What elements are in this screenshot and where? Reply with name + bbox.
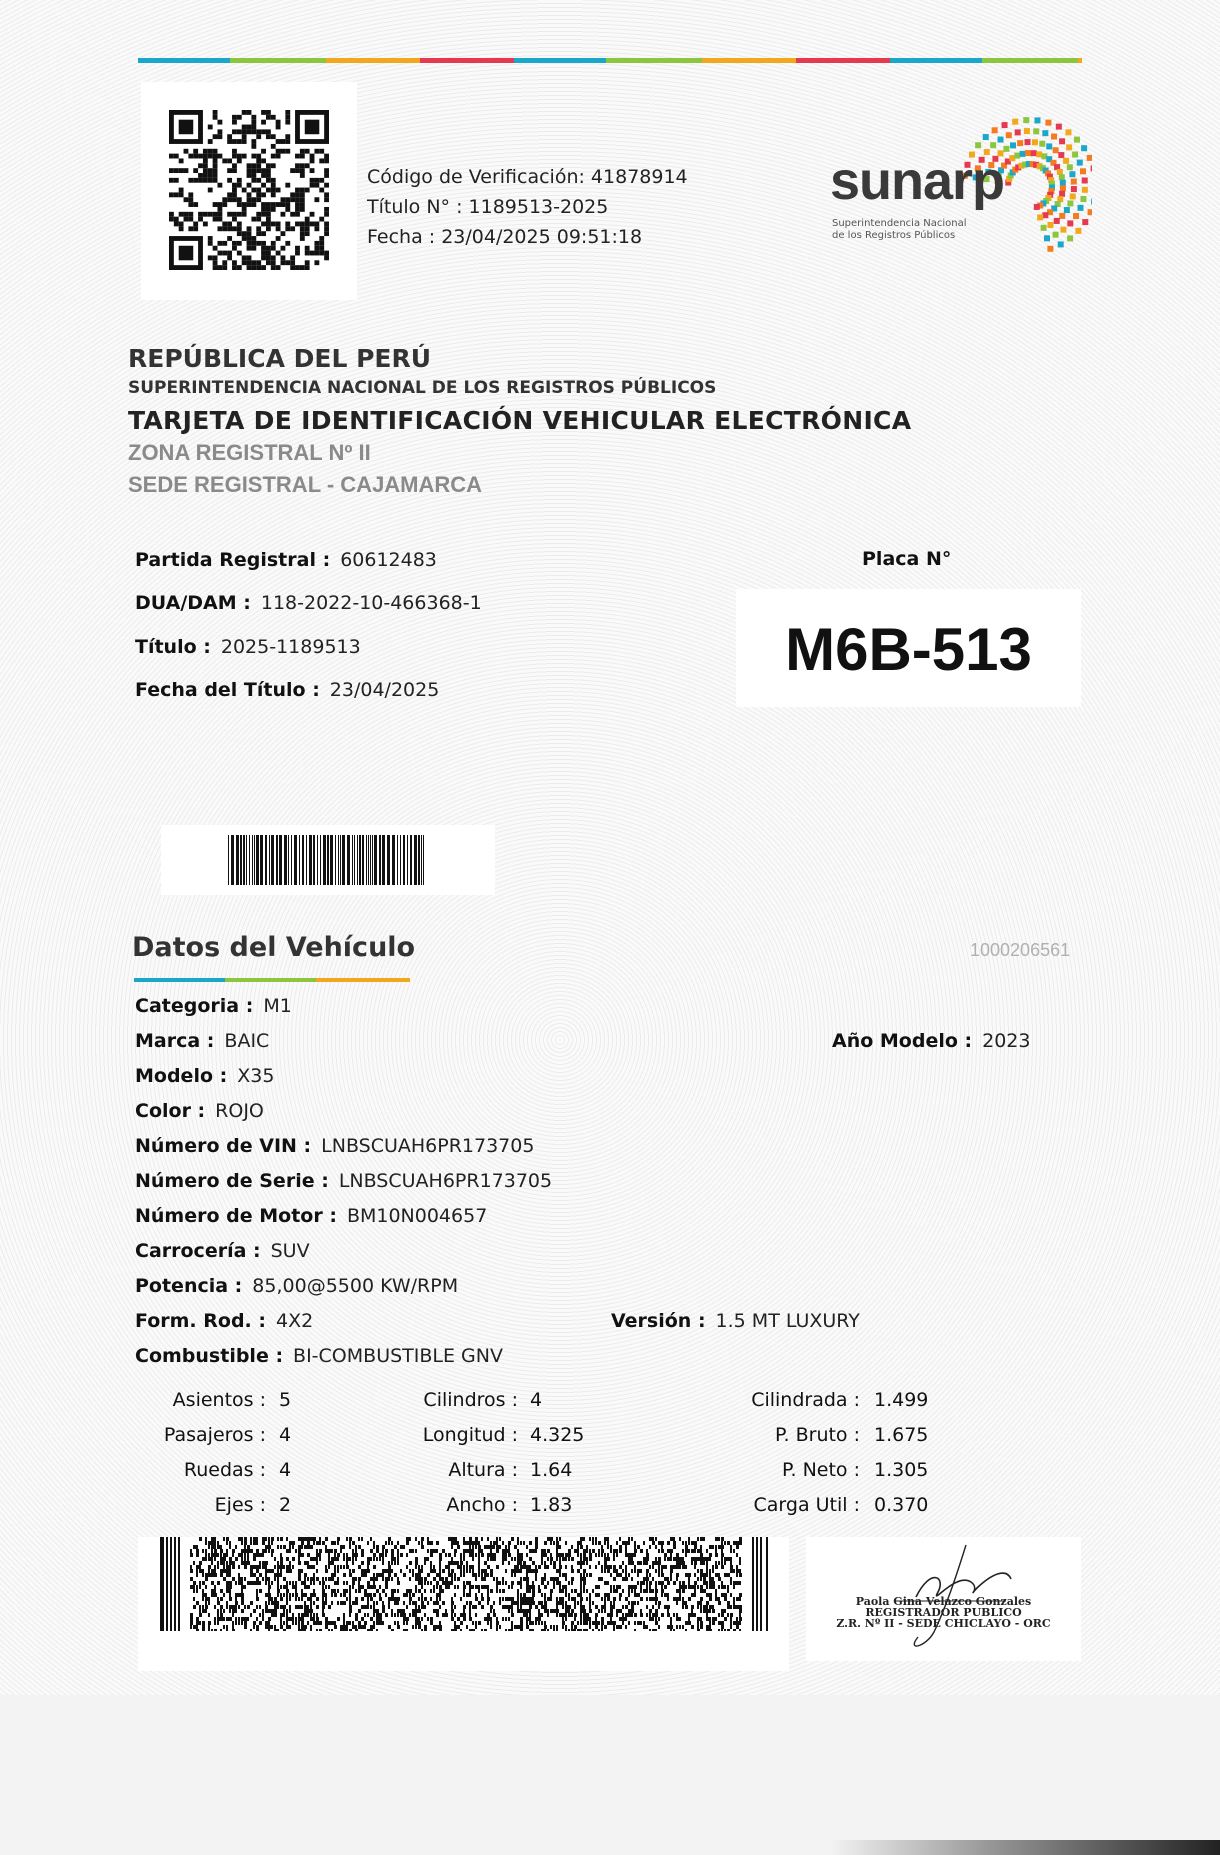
verification-title: Título N° : 1189513-2025 [367, 196, 609, 218]
ruedas-label: Ruedas : [183, 1459, 266, 1481]
modelo-row [135, 1065, 274, 1087]
altura-value: 1.64 [530, 1459, 573, 1481]
potencia-row [135, 1275, 458, 1297]
serial-number: 1000206561 [970, 940, 1071, 960]
header-tarjeta: TARJETA DE IDENTIFICACIÓN VEHICULAR ELECTRÓNICA [128, 406, 912, 435]
ejes-value: 2 [279, 1494, 292, 1516]
marca-label: Marca : [135, 1030, 215, 1052]
qr-code-icon [168, 110, 330, 270]
signer-role: REGISTRADOR PUBLICO [865, 1606, 1022, 1619]
asientos-label: Asientos : [172, 1389, 266, 1411]
pasajeros-label: Pasajeros : [163, 1424, 266, 1446]
titulo-value: 2025-1189513 [220, 636, 361, 658]
version-label: Versión : [611, 1310, 706, 1332]
carga-value: 0.370 [874, 1494, 929, 1516]
signature-text [806, 1596, 1081, 1629]
fecha-value: 23/04/2025 [329, 679, 440, 701]
cilindros-value: 4 [530, 1389, 543, 1411]
titulo-row [135, 636, 361, 658]
partida-row [135, 549, 437, 571]
color-stripe [138, 58, 1082, 63]
verification-block [367, 162, 688, 252]
barcode-icon [228, 835, 428, 885]
pbruto-label: P. Bruto : [775, 1424, 860, 1446]
cilindros-label: Cilindros : [423, 1389, 518, 1411]
categoria-row [135, 995, 292, 1017]
pneto-label: P. Neto : [782, 1459, 860, 1481]
carroceria-value: SUV [270, 1240, 310, 1262]
pbruto-value: 1.675 [874, 1424, 929, 1446]
color-value: ROJO [215, 1100, 264, 1122]
motor-value: BM10N004657 [346, 1205, 488, 1227]
potencia-value: 85,00@5500 KW/RPM [252, 1275, 459, 1297]
categoria-label: Categoria : [135, 995, 254, 1017]
dua-label: DUA/DAM : [135, 592, 251, 614]
fecha-row [135, 679, 439, 701]
datos-underline [134, 978, 410, 982]
serie-value: LNBSCUAH6PR173705 [338, 1170, 553, 1192]
potencia-label: Potencia : [135, 1275, 243, 1297]
bottom-shadow [830, 1840, 1220, 1855]
cilindrada-label: Cilindrada : [751, 1389, 860, 1411]
longitud-label: Longitud : [422, 1424, 518, 1446]
anio-label: Año Modelo : [832, 1030, 973, 1052]
vin-label: Número de VIN : [135, 1135, 312, 1157]
signer-name: Paola Gina Velazco Gonzales [855, 1595, 1032, 1608]
header-sede: SEDE REGISTRAL - CAJAMARCA [128, 472, 483, 497]
modelo-label: Modelo : [135, 1065, 228, 1087]
partida-label: Partida Registral : [135, 549, 331, 571]
ancho-value: 1.83 [530, 1494, 573, 1516]
serie-row [135, 1170, 552, 1192]
modelo-value: X35 [237, 1065, 275, 1087]
datos-title: Datos del Vehículo [132, 932, 416, 963]
logo-subtitle-line1: Superintendencia Nacional [832, 218, 967, 229]
logo-subtitle-line2: de los Registros Públicos [832, 230, 956, 241]
pasajeros-value: 4 [279, 1424, 292, 1446]
verification-date: Fecha : 23/04/2025 09:51:18 [367, 226, 643, 248]
vin-value: LNBSCUAH6PR173705 [321, 1135, 535, 1157]
anio-value: 2023 [982, 1030, 1031, 1052]
ancho-label: Ancho : [446, 1494, 518, 1516]
motor-label: Número de Motor : [135, 1205, 337, 1227]
marca-row [135, 1030, 269, 1052]
logo-subtitle [832, 218, 982, 242]
color-label: Color : [135, 1100, 206, 1122]
pdf417-barcode-icon [160, 1537, 770, 1631]
anio-row [832, 1030, 1030, 1052]
formrod-value: 4X2 [275, 1310, 314, 1332]
motor-row [135, 1205, 487, 1227]
formrod-row [135, 1310, 313, 1332]
dua-row [135, 592, 482, 614]
cilindrada-value: 1.499 [874, 1389, 929, 1411]
altura-label: Altura : [448, 1459, 518, 1481]
carroceria-row [135, 1240, 310, 1262]
header-superintendencia: SUPERINTENDENCIA NACIONAL DE LOS REGISTROS PÚBLICOS [128, 378, 717, 398]
pneto-value: 1.305 [874, 1459, 929, 1481]
header-zona: ZONA REGISTRAL Nº II [128, 440, 371, 465]
color-row [135, 1100, 264, 1122]
fecha-label: Fecha del Título : [135, 679, 320, 701]
carga-label: Carga Util : [753, 1494, 860, 1516]
longitud-value: 4.325 [530, 1424, 585, 1446]
signer-office: Z.R. Nº II - SEDE CHICLAYO - ORC [836, 1617, 1051, 1630]
ejes-label: Ejes : [214, 1494, 266, 1516]
asientos-value: 5 [279, 1389, 292, 1411]
combustible-value: BI-COMBUSTIBLE GNV [293, 1345, 503, 1367]
marca-value: BAIC [224, 1030, 270, 1052]
dua-value: 118-2022-10-466368-1 [260, 592, 482, 614]
verification-code: Código de Verificación: 41878914 [367, 166, 688, 188]
titulo-label: Título : [135, 636, 211, 658]
version-value: 1.5 MT LUXURY [715, 1310, 860, 1332]
placa-label: Placa N° [862, 548, 952, 570]
version-row [611, 1310, 860, 1332]
ruedas-value: 4 [279, 1459, 292, 1481]
logo-word: sunarp [830, 151, 1005, 211]
combustible-label: Combustible : [135, 1345, 284, 1367]
serie-label: Número de Serie : [135, 1170, 329, 1192]
placa-value: M6B-513 [785, 616, 1032, 683]
header-republica: REPÚBLICA DEL PERÚ [128, 344, 432, 373]
vin-row [135, 1135, 534, 1157]
combustible-row [135, 1345, 503, 1367]
formrod-label: Form. Rod. : [135, 1310, 266, 1332]
categoria-value: M1 [263, 995, 292, 1017]
partida-value: 60612483 [340, 549, 437, 571]
carroceria-label: Carrocería : [135, 1240, 261, 1262]
